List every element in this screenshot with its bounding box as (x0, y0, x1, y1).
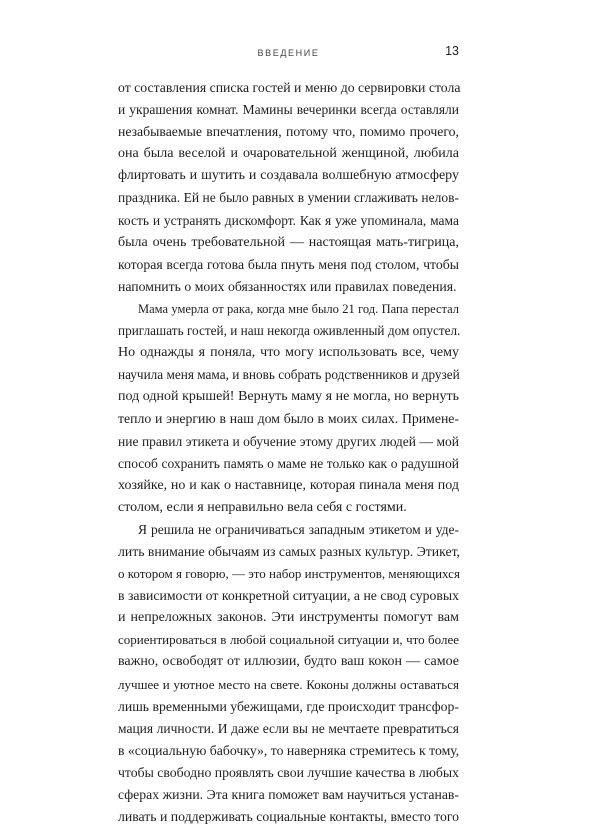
text-line: научила меня мама, и вновь собрать родственников и друзей (118, 367, 460, 383)
text-line: которая всегда готова была пнуть меня под столом, чтобы (118, 256, 459, 272)
text-line: в зависимости от конкретной ситуации, а не свод суровых (118, 588, 459, 604)
text-line: в «социальную бабочку», то наверняка стремитесь к тому, (118, 742, 460, 758)
text-line: способ сохранить память о маме не только как о радушной (118, 455, 459, 471)
text-line: важно, освободят от иллюзии, будто ваш кокон — самое (118, 654, 459, 670)
text-line: о котором я говорю, — это набор инструментов, меняющихся (118, 566, 460, 582)
text-line: и непреложных законов. Эти инструменты помогут вам (118, 610, 459, 626)
text-line: была очень требовательной — настоящая мать-тигрица, (118, 234, 459, 250)
text-line: ние правил этикета и обучение этому других людей — мой (118, 433, 459, 449)
text-line: чтобы свободно проявлять свои лучшие качества в любых (118, 764, 460, 780)
running-header (118, 44, 459, 64)
text-line: приглашать гостей, и наш некогда оживленный дом опустел. (118, 323, 461, 339)
text-line: Но однажды я поняла, что могу использовать все, чему (118, 345, 459, 361)
text-line: она была веселой и очаровательной женщиной, любила (118, 146, 459, 162)
text-line: Мама умерла от рака, когда мне было 21 год. Папа перестал (138, 301, 459, 316)
text-line: и украшения комнат. Мамины вечеринки всегда оставляли (118, 102, 459, 118)
text-line: праздника. Ей не было равных в умении сглаживать нелов- (118, 190, 459, 206)
text-line: тепло и энергию в наш дом было в моих силах. Примене- (118, 411, 459, 427)
page-number: 13 (445, 44, 459, 58)
text-line: лучшее и уютное место на свете. Коконы должны оставаться (118, 676, 459, 692)
text-line: от составления списка гостей и меню до сервировки стола (118, 80, 461, 95)
text-line: напомнить о моих обязанностях или правилах поведения. (118, 278, 457, 294)
text-line: сориентироваться в любой социальной ситуации и, что более (118, 632, 459, 648)
text-line: сферах жизни. Эта книга поможет вам научиться устанав- (118, 787, 459, 802)
section-title: ВВЕДЕНИЕ (257, 48, 320, 58)
text-line: под одной крышей! Вернуть маму я не могла, но вернуть (118, 389, 459, 405)
text-line: ливать и поддерживать социальные контакты, вместо того (118, 809, 460, 825)
text-line: лить внимание обычаям из самых разных культур. Этикет, (118, 543, 460, 559)
text-line: мация личности. И даже если вы не мечтаете превратиться (118, 720, 459, 736)
text-line: хозяйке, но и как о наставнице, которая пинала меня под (118, 477, 459, 493)
text-line: столом, если я неправильно вела себя с гостями. (118, 499, 407, 515)
text-line: незабываемые впечатления, потому что, помимо прочего, (118, 124, 459, 140)
text-line: Я решила не ограничиваться западным этикетом и уде- (138, 521, 459, 537)
text-line: кость и устранять дискомфорт. Как я уже упоминала, мама (118, 212, 459, 228)
text-line: флиртовать и шутить и создавала волшебную атмосферу (118, 168, 459, 184)
text-line: лишь временными убежищами, где происходит трансфор- (118, 698, 459, 714)
body-text (118, 77, 459, 828)
